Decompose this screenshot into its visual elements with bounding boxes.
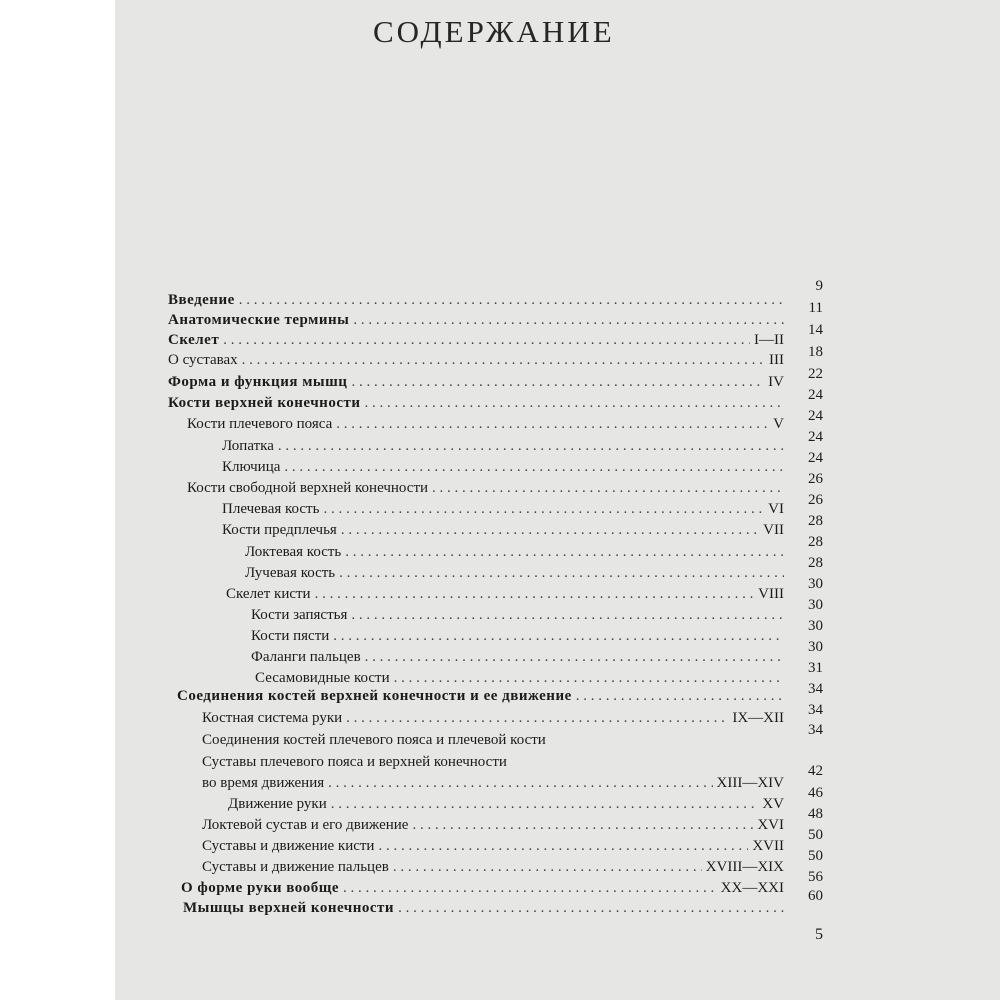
dot-leader — [394, 668, 784, 688]
dot-leader — [412, 815, 753, 835]
dot-leader — [278, 436, 784, 456]
toc-entry-plate: III — [769, 352, 784, 368]
dot-leader — [351, 605, 784, 625]
toc-entry-page: 56 — [808, 869, 823, 885]
dot-leader — [315, 584, 755, 604]
toc-entry-title: Ключица — [222, 459, 281, 475]
toc-entry-page: 24 — [808, 429, 823, 445]
toc-entry-title: Форма и функция мышц — [168, 374, 348, 390]
dot-leader — [576, 686, 784, 706]
toc-entry — [187, 478, 788, 498]
dot-leader — [351, 372, 764, 392]
toc-entry — [202, 815, 788, 835]
toc-entry — [245, 563, 788, 583]
toc-entry-page: 46 — [808, 785, 823, 801]
toc-entry-page: 30 — [808, 639, 823, 655]
toc-entry-plate: VII — [763, 522, 784, 538]
toc-entry-page: 26 — [808, 471, 823, 487]
dot-leader — [239, 290, 784, 310]
toc-entry-title: О суставах — [168, 352, 238, 368]
toc-entry — [245, 542, 788, 562]
dot-leader — [364, 393, 784, 413]
toc-entry — [222, 499, 788, 519]
toc-entry-page: 28 — [808, 555, 823, 571]
toc-entry-plate: XVI — [757, 817, 784, 833]
toc-entry-page: 24 — [808, 387, 823, 403]
dot-leader — [378, 836, 748, 856]
toc-entry-page: 50 — [808, 827, 823, 843]
toc-entry — [168, 372, 788, 392]
toc-entry-title: Лопатка — [222, 438, 274, 454]
toc-entry-page: 42 — [808, 763, 823, 779]
toc-entry-plate: XX—XXI — [720, 880, 784, 896]
toc-entry — [183, 898, 788, 918]
toc-entry-title: Мышцы верхней конечности — [183, 900, 395, 916]
dot-leader — [393, 857, 702, 877]
toc-entry — [222, 520, 788, 540]
dot-leader — [398, 898, 784, 918]
toc-entry-title: Скелет — [168, 332, 220, 348]
toc-entry — [251, 605, 788, 625]
dot-leader — [284, 457, 784, 477]
book-page — [115, 0, 1000, 1000]
toc-entry — [222, 436, 788, 456]
dot-leader — [242, 350, 765, 370]
toc-entry-page: 26 — [808, 492, 823, 508]
toc-entry — [255, 668, 788, 688]
toc-entry-plate: I—II — [754, 332, 784, 348]
toc-entry-page: 24 — [808, 408, 823, 424]
toc-entry — [202, 773, 788, 793]
toc-entry — [226, 584, 788, 604]
toc-entry-title: Кости пясти — [251, 628, 330, 644]
toc-entry-plate: VIII — [758, 586, 784, 602]
toc-entry-page: 31 — [808, 660, 823, 676]
dot-leader — [333, 626, 784, 646]
toc-entry-title: Кости верхней конечности — [168, 395, 361, 411]
toc-entry-plate: V — [773, 416, 784, 432]
dot-leader — [353, 310, 784, 330]
toc-entry-title: во время движения — [202, 775, 325, 791]
toc-entry-page: 28 — [808, 534, 823, 550]
toc-entry-plate: XVII — [752, 838, 784, 854]
toc-entry — [202, 857, 788, 877]
toc-entry-title: Костная система руки — [202, 710, 343, 726]
toc-entry — [187, 414, 788, 434]
toc-entry — [168, 290, 788, 310]
toc-entry-page: 22 — [808, 366, 823, 382]
toc-entry — [177, 686, 788, 706]
toc-entry-page: 9 — [815, 278, 823, 294]
dot-leader — [343, 878, 717, 898]
toc-entry — [251, 626, 788, 646]
dot-leader — [365, 647, 784, 667]
dot-leader — [328, 773, 712, 793]
toc-entry-page: 30 — [808, 597, 823, 613]
toc-entry-page: 18 — [808, 344, 823, 360]
toc-entry-page: 24 — [808, 450, 823, 466]
toc-entry — [251, 647, 788, 667]
toc-entry-title: Анатомические термины — [168, 312, 350, 328]
dot-leader — [339, 563, 784, 583]
toc-entry — [181, 878, 788, 898]
toc-entry-title: Кости плечевого пояса — [187, 416, 333, 432]
toc-entry-page: 50 — [808, 848, 823, 864]
toc-entry-title: Плечевая кость — [222, 501, 320, 517]
toc-entry-title: Соединения костей плечевого пояса и плечевой кости — [202, 732, 546, 748]
toc-entry-page: 30 — [808, 576, 823, 592]
toc-entry-plate: VI — [768, 501, 784, 517]
toc-entry-page: 34 — [808, 702, 823, 718]
toc-entry-title: О форме руки вообще — [181, 880, 340, 896]
toc-entry-title: Кости свободной верхней конечности — [187, 480, 429, 496]
dot-leader — [336, 414, 769, 434]
toc-entry-title: Фаланги пальцев — [251, 649, 361, 665]
toc-entry-page: 28 — [808, 513, 823, 529]
page-title: СОДЕРЖАНИЕ — [373, 14, 615, 49]
toc-entry-title: Локтевой сустав и его движение — [202, 817, 409, 833]
toc-entry-title: Суставы и движение кисти — [202, 838, 375, 854]
dot-leader — [432, 478, 784, 498]
toc-entry — [202, 708, 788, 728]
toc-entry-page: 30 — [808, 618, 823, 634]
toc-entry-title: Движение руки — [228, 796, 327, 812]
toc-entry-page: 11 — [808, 300, 823, 316]
toc-entry — [168, 350, 788, 370]
toc-entry-title: Лучевая кость — [245, 565, 336, 581]
dot-leader — [345, 542, 784, 562]
toc-entry-plate: XVIII—XIX — [705, 859, 784, 875]
toc-entry-title: Суставы плечевого пояса и верхней конечности — [202, 754, 507, 770]
toc-entry-title: Соединения костей верхней конечности и ее движение — [177, 688, 572, 704]
toc-entry — [202, 752, 788, 772]
toc-entry-page: 60 — [808, 888, 823, 904]
toc-entry-title: Кости запястья — [251, 607, 348, 623]
toc-entry — [202, 836, 788, 856]
page-number: 5 — [815, 926, 823, 943]
toc-entry-page: 48 — [808, 806, 823, 822]
toc-entry-title: Сесамовидные кости — [255, 670, 390, 686]
toc-entry-plate: XV — [762, 796, 784, 812]
dot-leader — [331, 794, 759, 814]
toc-entry-page: 34 — [808, 681, 823, 697]
toc-entry-page: 34 — [808, 722, 823, 738]
dot-leader — [223, 330, 750, 350]
dot-leader — [346, 708, 728, 728]
toc-entry-title: Локтевая кость — [245, 544, 342, 560]
toc-entry-title: Скелет кисти — [226, 586, 311, 602]
toc-entry-plate: IX—XII — [732, 710, 784, 726]
toc-entry — [222, 457, 788, 477]
toc-entry — [202, 730, 788, 750]
toc-entry-title: Суставы и движение пальцев — [202, 859, 389, 875]
toc-entry-page: 14 — [808, 322, 823, 338]
toc-entry — [168, 393, 788, 413]
toc-entry-title: Введение — [168, 292, 235, 308]
toc-entry — [168, 310, 788, 330]
table-of-contents — [115, 0, 1000, 1000]
toc-entry-plate: XIII—XIV — [716, 775, 784, 791]
toc-entry-title: Кости предплечья — [222, 522, 337, 538]
toc-entry — [228, 794, 788, 814]
dot-leader — [323, 499, 764, 519]
toc-entry — [168, 330, 788, 350]
dot-leader — [341, 520, 759, 540]
toc-entry-plate: IV — [768, 374, 784, 390]
